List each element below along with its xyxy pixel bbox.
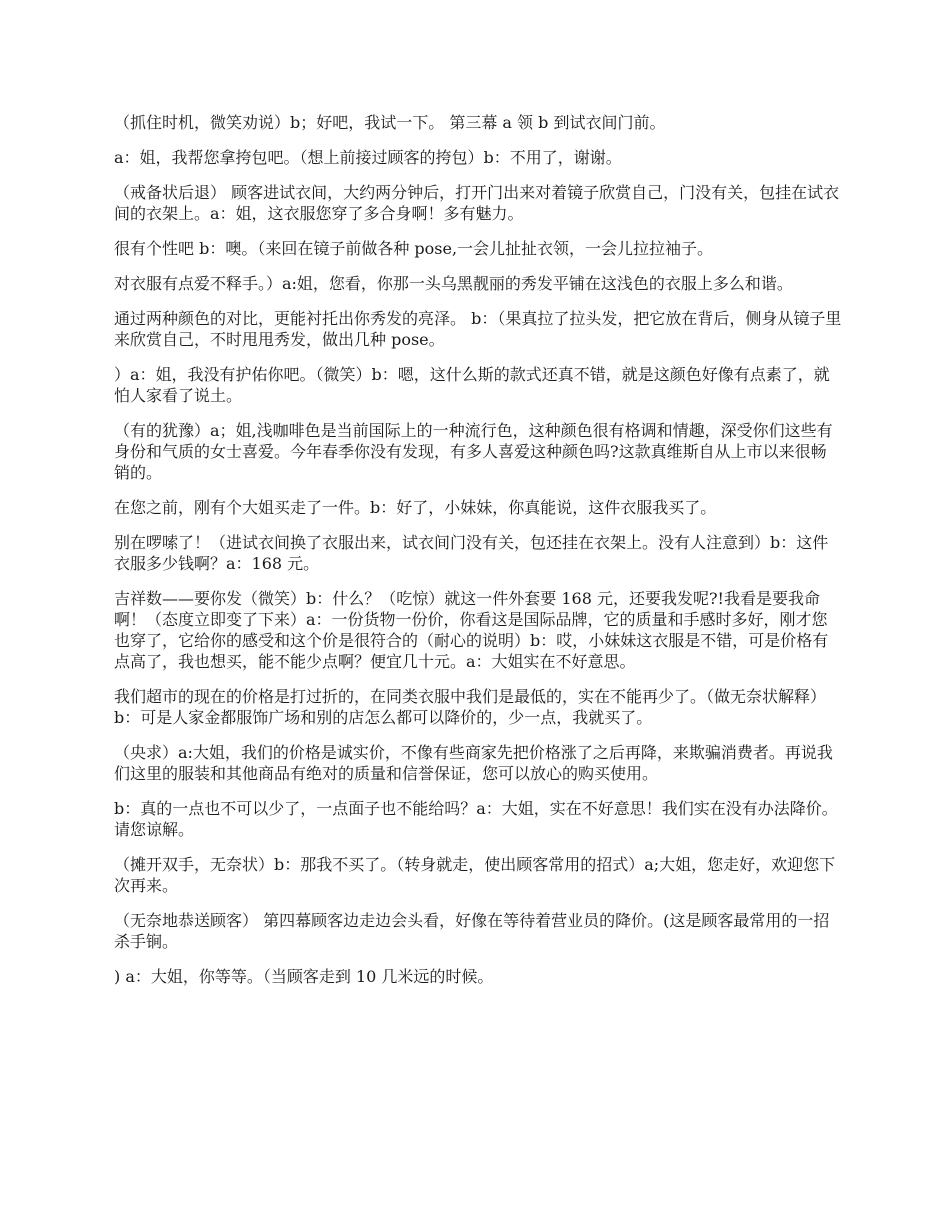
paragraph: 我们超市的现在的价格是打过折的，在同类衣服中我们是最低的，实在不能再少了。（做无奈状解释）b：可是人家金都服饰广场和别的店怎么都可以降价的，少一点，我就买了。 (114, 687, 827, 727)
paragraph: ) a：大姐，你等等。（当顾客走到 10 几米远的时候。 (114, 967, 494, 986)
paragraph: 别在啰嗦了！（进试衣间换了衣服出来，试衣间门没有关，包还挂在衣架上。没有人注意到）b：这件衣服多少钱啊？a：168 元。 (114, 533, 829, 573)
paragraph: 通过两种颜色的对比，更能衬托出你秀发的亮泽。 b：（果真拉了拉头发，把它放在背后，侧身从镜子里来欣赏自己，不时甩甩秀发，做出几种 pose。 (114, 309, 842, 349)
paragraph: （抓住时机，微笑劝说）b；好吧，我试一下。 第三幕 a 领 b 到试衣间门前。 (114, 113, 666, 132)
paragraph: （无奈地恭送顾客） 第四幕顾客边走边会头看，好像在等待着营业员的降价。(这是顾客最常用的一招杀手锏。 (114, 911, 830, 951)
document-body (114, 112, 842, 1001)
paragraph: （戒备状后退） 顾客进试衣间，大约两分钟后，打开门出来对着镜子欣赏自己，门没有关，包挂在试衣间的衣架上。a：姐，这衣服您穿了多合身啊！多有魅力。 (114, 183, 840, 223)
paragraph: a：姐，我帮您拿挎包吧。（想上前接过顾客的挎包）b：不用了，谢谢。 (114, 148, 622, 167)
paragraph: 在您之前，刚有个大姐买走了一件。b：好了，小妹妹，你真能说，这件衣服我买了。 (114, 498, 717, 517)
paragraph: ）a：姐，我没有护佑你吧。（微笑）b：嗯，这什么斯的款式还真不错，就是这颜色好像有点素了，就怕人家看了说土。 (114, 365, 830, 405)
paragraph: （有的犹豫）a；姐,浅咖啡色是当前国际上的一种流行色，这种颜色很有格调和情趣，深受你们这些有身份和气质的女士喜爱。今年春季你没有发现，有多人喜爱这种颜色吗?这款真维斯自从上市以来很畅销的。 (114, 421, 833, 482)
paragraph: （央求）a:大姐，我们的价格是诚实价，不像有些商家先把价格涨了之后再降，来欺骗消费者。再说我们这里的服装和其他商品有绝对的质量和信誉保证，您可以放心的购买使用。 (114, 743, 833, 783)
paragraph: 很有个性吧 b：噢。（来回在镜子前做各种 pose,一会儿扯扯衣领，一会儿拉拉袖子。 (114, 239, 714, 258)
paragraph: （摊开双手，无奈状）b：那我不买了。（转身就走，使出顾客常用的招式）a;大姐，您走好，欢迎您下次再来。 (114, 855, 836, 895)
paragraph: b：真的一点也不可以少了，一点面子也不能给吗？a：大姐，实在不好意思！我们实在没有办法降价。请您谅解。 (114, 799, 838, 839)
paragraph: 对衣服有点爱不释手。）a:姐，您看，你那一头乌黑靓丽的秀发平铺在这浅色的衣服上多么和谐。 (114, 274, 793, 293)
paragraph: 吉祥数——要你发（微笑）b：什么？（吃惊）就这一件外套要 168 元，还要我发呢?!我看是要我命啊！（态度立即变了下来）a：一份货物一份价，你看这是国际品牌，它的质量和手感时多好，刚才您也穿了，它给你的感受和这个价是很符合的（耐心的说明）b：哎，小妹妹这衣服是不错，可是价格有点高了，我也想买，能不能少点啊？便宜几十元。a：大姐实在不好意思。 (114, 589, 829, 671)
